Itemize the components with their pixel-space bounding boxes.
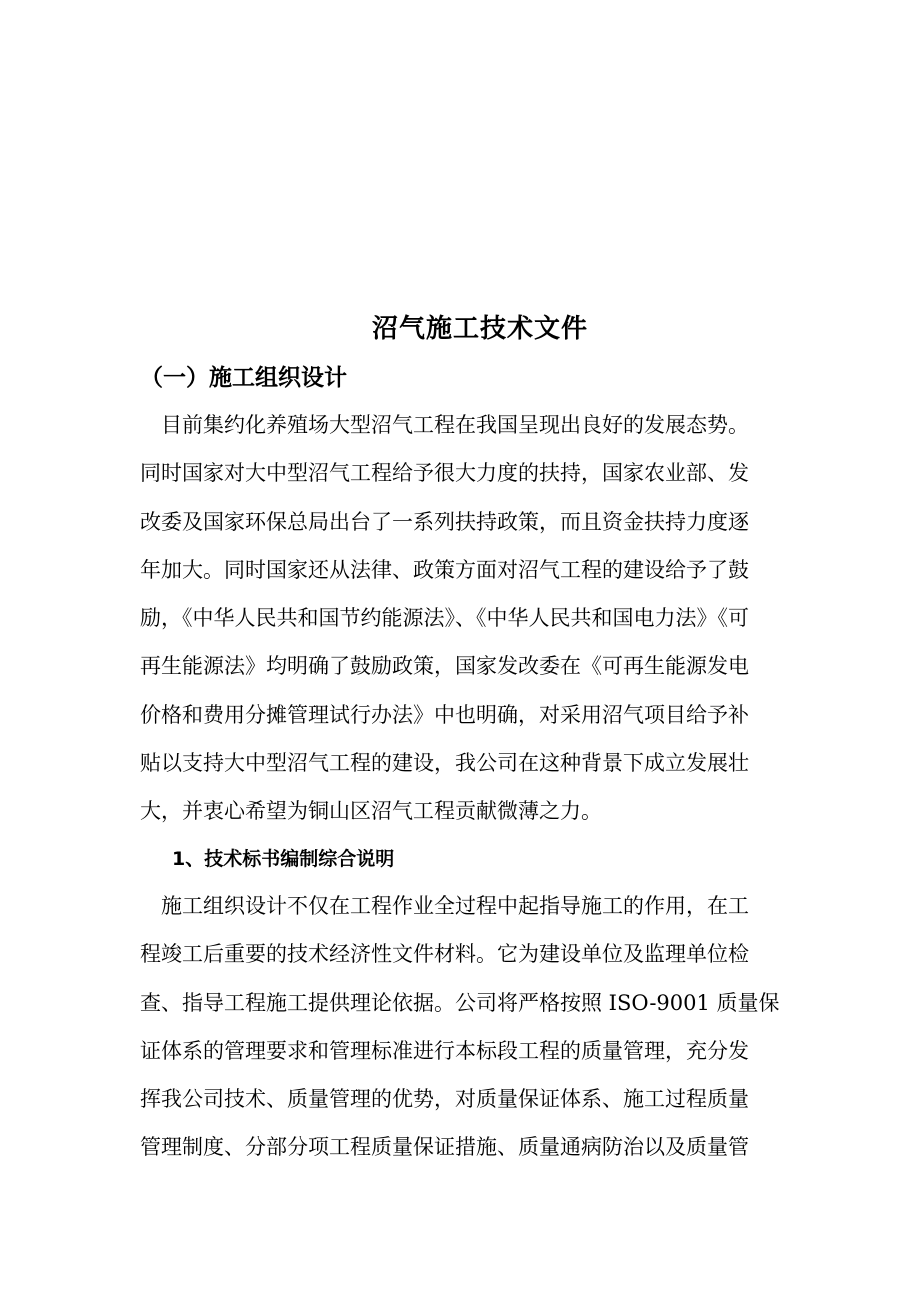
paragraph-line: 改委及国家环保总局出台了一系列扶持政策，而且资金扶持力度逐 [140, 509, 749, 534]
paragraph-line: 同时国家对大中型沼气工程给予很大力度的扶持，国家农业部、发 [140, 461, 749, 486]
sub-heading: 1、技术标书编制综合说明 [172, 848, 395, 870]
section-heading: （一）施工组织设计 [140, 364, 347, 391]
paragraph-line: 管理制度、分部分项工程质量保证措施、质量通病防治以及质量管 [140, 1135, 749, 1160]
paragraph-intro [140, 406, 790, 841]
paragraph-line: 挥我公司技术、质量管理的优势，对质量保证体系、施工过程质量 [140, 1087, 749, 1112]
paragraph-technical-notes [140, 887, 790, 1177]
paragraph-line: 程竣工后重要的技术经济性文件材料。它为建设单位及监理单位检 [140, 942, 749, 967]
paragraph-line: 目前集约化养殖场大型沼气工程在我国呈现出良好的发展态势。 [161, 413, 749, 437]
paragraph-line: 年加大。同时国家还从法律、政策方面对沼气工程的建设给予了鼓 [140, 557, 749, 582]
paragraph-line: 大，并衷心希望为铜山区沼气工程贡献微薄之力。 [140, 799, 602, 824]
paragraph-line: 再生能源法》均明确了鼓励政策，国家发改委在《可再生能源发电 [140, 654, 749, 679]
paragraph-line: 价格和费用分摊管理试行办法》中也明确，对采用沼气项目给予补 [140, 702, 749, 727]
paragraph-line: 励，《中华人民共和国节约能源法》、《中华人民共和国电力法》《可 [140, 606, 749, 631]
paragraph-line: 施工组织设计不仅在工程作业全过程中起指导施工的作用，在工 [161, 894, 749, 918]
document-title: 沼气施工技术文件 [371, 314, 588, 344]
paragraph-line: 贴以支持大中型沼气工程的建设，我公司在这种背景下成立发展壮 [140, 751, 749, 776]
paragraph-line: 证体系的管理要求和管理标准进行本标段工程的质量管理，充分发 [140, 1038, 749, 1063]
paragraph-line: 查、指导工程施工提供理论依据。公司将严格按照 ISO-9001 质量保 [140, 990, 780, 1015]
